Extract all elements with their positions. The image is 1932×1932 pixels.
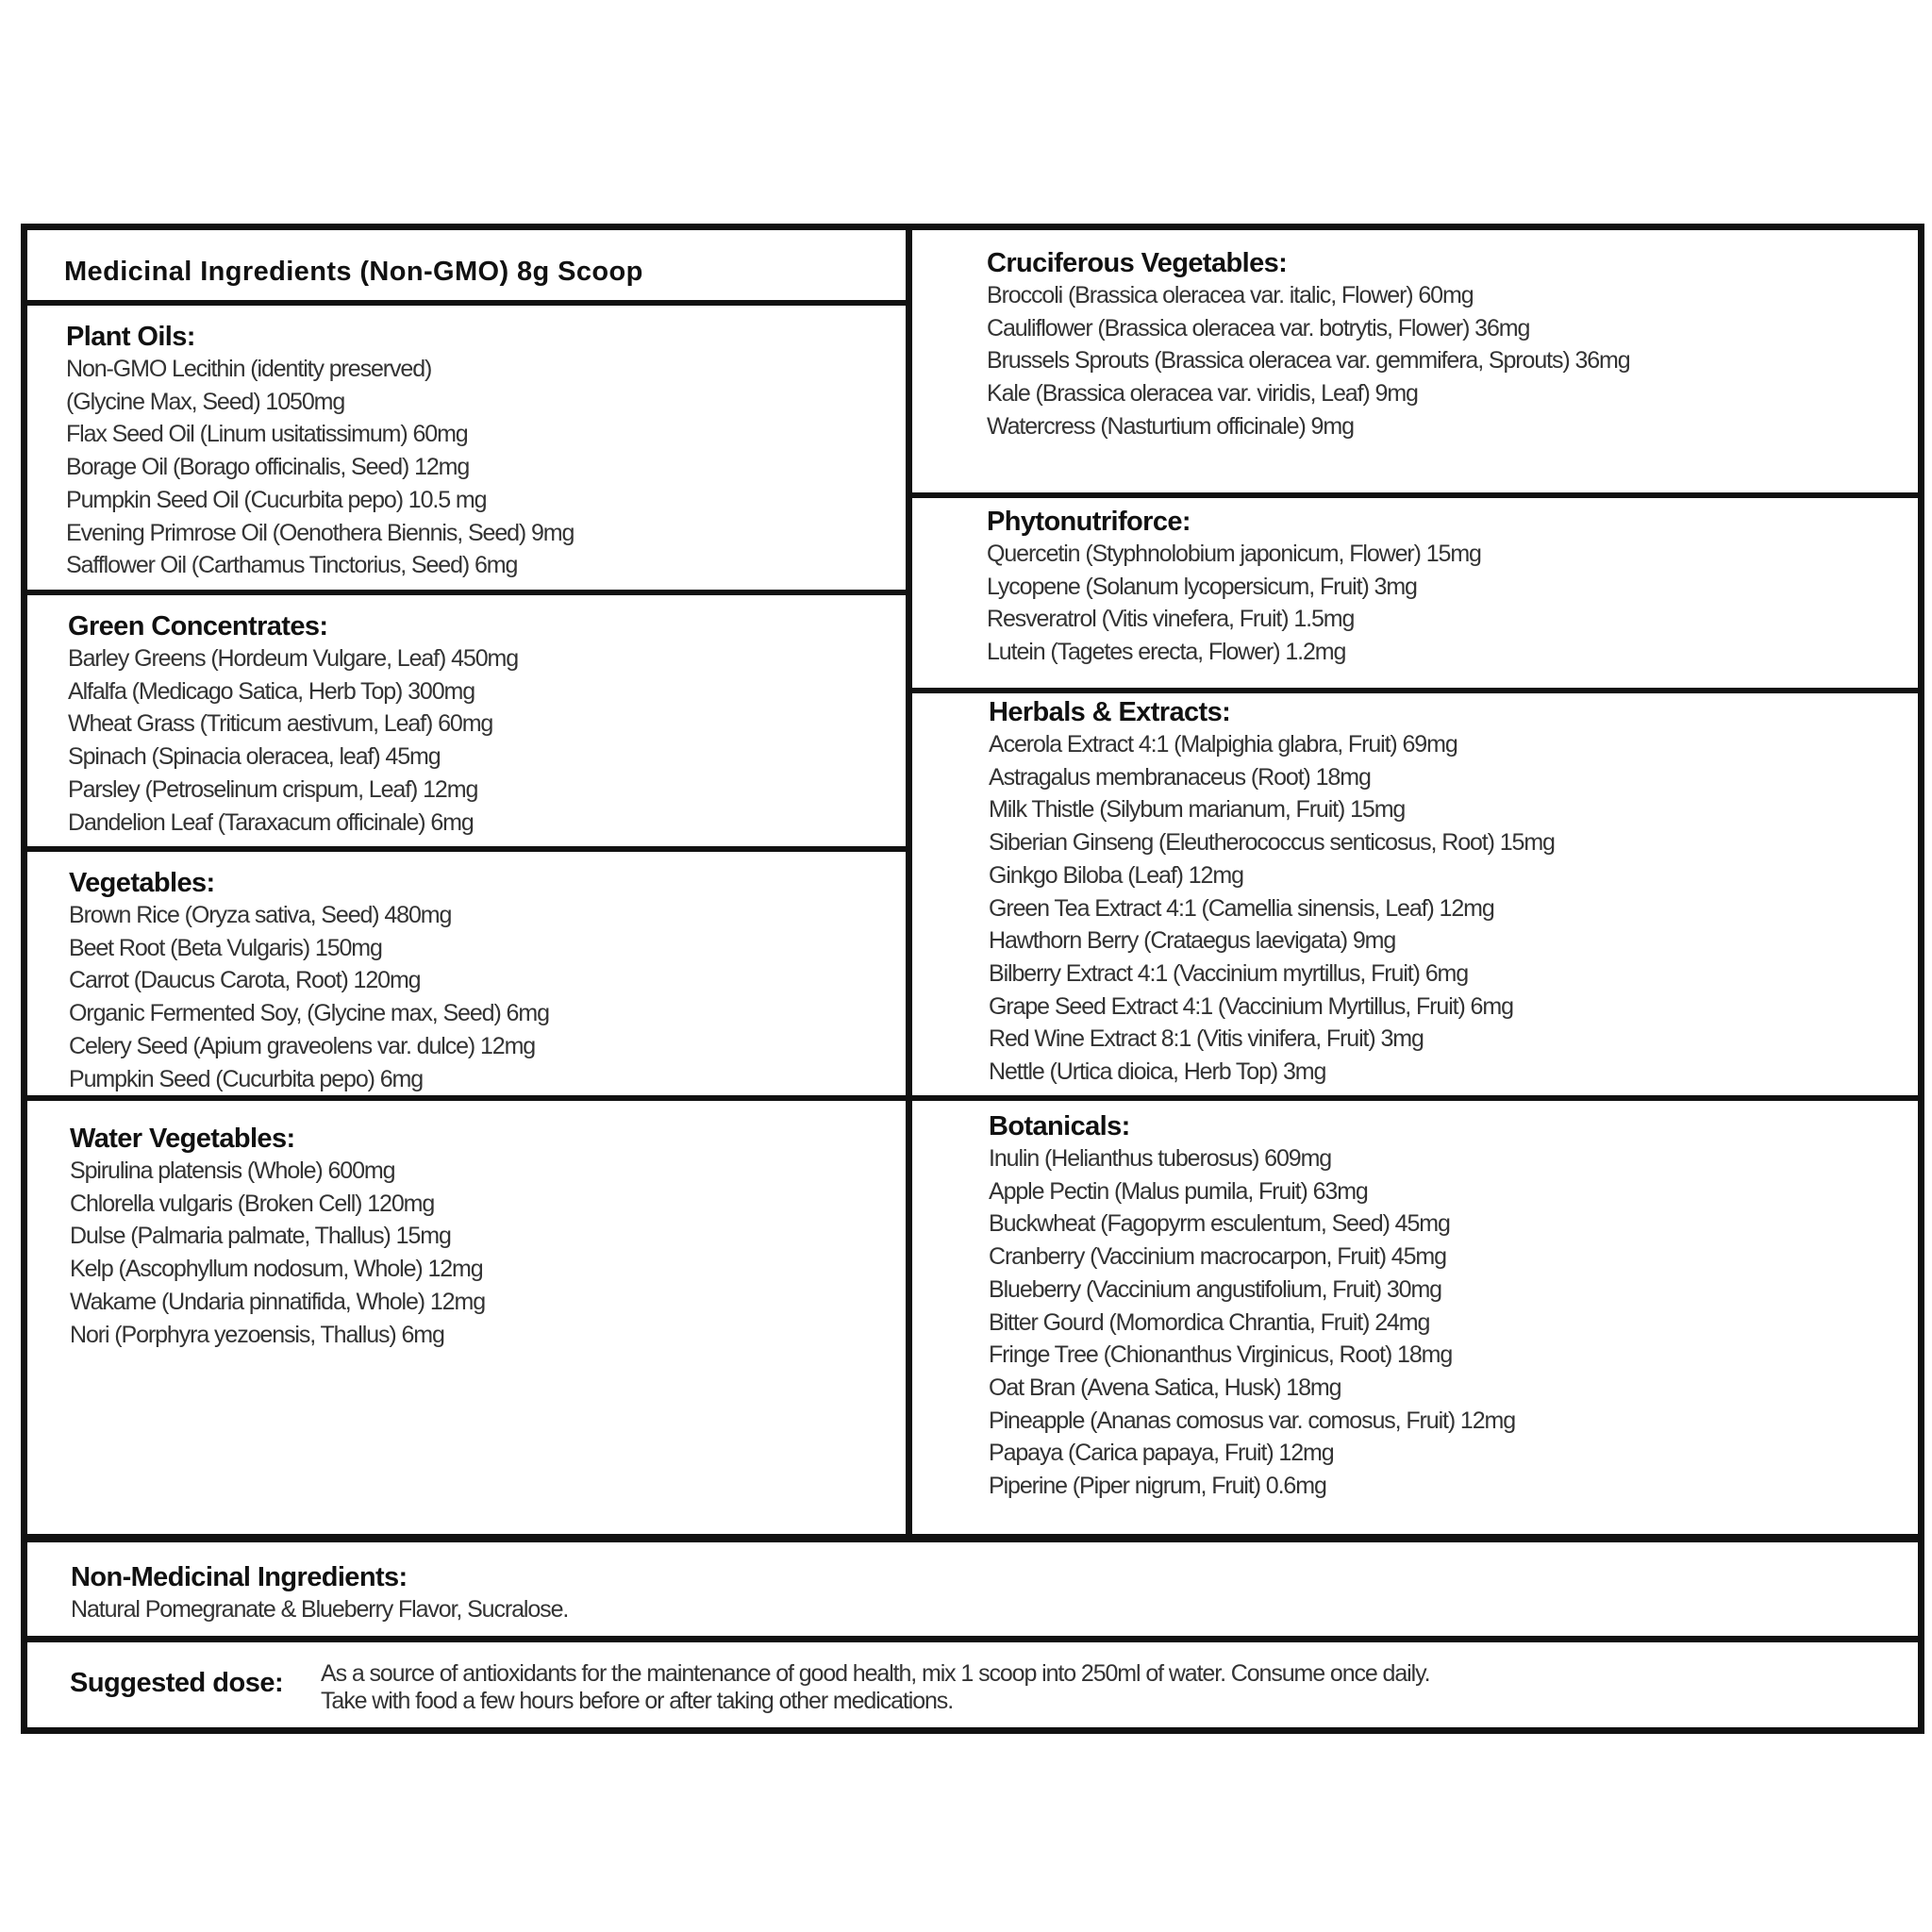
ingredient-item: Organic Fermented Soy, (Glycine max, Seed) 6mg <box>69 1000 549 1027</box>
section-cruciferous-vegetables <box>987 247 1630 443</box>
ingredient-item: Fringe Tree (Chionanthus Virginicus, Root) 18mg <box>989 1341 1453 1369</box>
ingredient-item: Flax Seed Oil (Linum usitatissimum) 60mg <box>66 421 468 448</box>
ingredient-item: Hawthorn Berry (Crataegus laevigata) 9mg <box>989 927 1396 955</box>
ingredient-item: Beet Root (Beta Vulgaris) 150mg <box>69 934 382 961</box>
ingredient-item: Broccoli (Brassica oleracea var. italic, Flower) 60mg <box>987 282 1474 308</box>
section-phytonutriforce <box>987 506 1481 669</box>
ingredient-item: Green Tea Extract 4:1 (Camellia sinensis, Leaf) 12mg <box>989 894 1494 922</box>
section-title: Phytonutriforce: <box>987 507 1191 537</box>
ingredient-item: Spinach (Spinacia oleracea, leaf) 45mg <box>68 743 441 771</box>
section-title: Herbals & Extracts: <box>989 697 1231 727</box>
ingredient-item: Carrot (Daucus Carota, Root) 120mg <box>69 967 421 994</box>
left-divider-3 <box>27 1095 909 1101</box>
ingredient-item: Brussels Sprouts (Brassica oleracea var. gemmifera, Sprouts) 36mg <box>987 347 1630 375</box>
section-non-medicinal <box>71 1561 568 1626</box>
ingredient-item: Pineapple (Ananas comosus var. comosus, Fruit) 12mg <box>989 1407 1516 1434</box>
left-divider-2 <box>27 846 909 852</box>
ingredient-item: Milk Thistle (Silybum marianum, Fruit) 15mg <box>989 796 1406 824</box>
section-vegetables <box>69 867 549 1095</box>
ingredient-item: Papaya (Carica papaya, Fruit) 12mg <box>989 1440 1334 1467</box>
ingredient-item: Non-GMO Lecithin (identity preserved) <box>66 356 432 382</box>
section-title: Plant Oils: <box>66 322 195 352</box>
section-title: Vegetables: <box>69 868 215 898</box>
ingredient-item: Red Wine Extract 8:1 (Vitis vinifera, Fruit) 3mg <box>989 1025 1424 1053</box>
section-plant-oils <box>66 321 574 582</box>
header-divider <box>27 300 909 306</box>
ingredient-item: Wheat Grass (Triticum aestivum, Leaf) 60mg <box>68 710 493 738</box>
ingredient-item: Safflower Oil (Carthamus Tinctorius, Seed) 6mg <box>66 552 518 579</box>
ingredient-item: Dandelion Leaf (Taraxacum officinale) 6mg <box>68 808 474 836</box>
ingredient-item: Wakame (Undaria pinnatifida, Whole) 12mg <box>70 1288 486 1315</box>
ingredient-item: Buckwheat (Fagopyrm esculentum, Seed) 45mg <box>989 1210 1450 1238</box>
ingredient-item: Celery Seed (Apium graveolens var. dulce) 12mg <box>69 1032 536 1059</box>
section-title: Water Vegetables: <box>70 1124 295 1154</box>
right-divider-2 <box>909 688 1922 693</box>
left-divider-1 <box>27 590 909 595</box>
ingredient-item: Acerola Extract 4:1 (Malpighia glabra, Fruit) 69mg <box>989 731 1457 758</box>
non-medicinal-divider <box>27 1636 1922 1642</box>
section-title: Botanicals: <box>989 1111 1130 1141</box>
ingredient-item: Lutein (Tagetes erecta, Flower) 1.2mg <box>987 639 1346 666</box>
section-botanicals <box>989 1110 1515 1503</box>
section-title: Non-Medicinal Ingredients: <box>71 1562 408 1592</box>
section-green-concentrates <box>68 610 518 839</box>
ingredient-item: Cauliflower (Brassica oleracea var. botrytis, Flower) 36mg <box>987 314 1530 341</box>
non-medicinal-text: Natural Pomegranate & Blueberry Flavor, Sucralose. <box>71 1596 569 1623</box>
ingredient-item: Dulse (Palmaria palmate, Thallus) 15mg <box>70 1223 451 1250</box>
ingredient-item: Kelp (Ascophyllum nodosum, Whole) 12mg <box>70 1256 483 1283</box>
ingredient-item: Nettle (Urtica dioica, Herb Top) 3mg <box>989 1058 1326 1086</box>
ingredient-item: Nori (Porphyra yezoensis, Thallus) 6mg <box>70 1321 444 1348</box>
dose-line: Take with food a few hours before or after taking other medications. <box>321 1688 954 1714</box>
ingredient-item: Lycopene (Solanum lycopersicum, Fruit) 3mg <box>987 573 1417 600</box>
section-title: Green Concentrates: <box>68 611 328 641</box>
ingredient-item: Inulin (Helianthus tuberosus) 609mg <box>989 1145 1332 1172</box>
ingredient-item: Alfalfa (Medicago Satica, Herb Top) 300mg <box>68 677 475 705</box>
right-divider-3 <box>909 1095 1922 1101</box>
ingredient-item: Spirulina platensis (Whole) 600mg <box>70 1158 395 1184</box>
right-divider-1 <box>909 492 1922 498</box>
ingredient-item: Resveratrol (Vitis vinefera, Fruit) 1.5mg <box>987 606 1355 633</box>
ingredient-item: Pumpkin Seed Oil (Cucurbita pepo) 10.5 mg <box>66 486 487 513</box>
section-water-vegetables <box>70 1123 485 1351</box>
ingredient-item: Pumpkin Seed (Cucurbita pepo) 6mg <box>69 1065 424 1092</box>
ingredient-item: Bitter Gourd (Momordica Chrantia, Fruit) 24mg <box>989 1308 1430 1336</box>
ingredient-item: Siberian Ginseng (Eleutherococcus senticosus, Root) 15mg <box>989 829 1555 857</box>
column-divider <box>906 226 912 1540</box>
ingredient-item: Kale (Brassica oleracea var. viridis, Leaf) 9mg <box>987 380 1418 408</box>
ingredient-item: Oat Bran (Avena Satica, Husk) 18mg <box>989 1374 1341 1401</box>
medicinal-ingredients-title: Medicinal Ingredients (Non-GMO) 8g Scoop <box>64 257 643 287</box>
ingredient-item: Ginkgo Biloba (Leaf) 12mg <box>989 861 1243 889</box>
suggested-dose-text <box>321 1660 1429 1715</box>
ingredient-item: Cranberry (Vaccinium macrocarpon, Fruit) 45mg <box>989 1243 1446 1271</box>
ingredient-item: Barley Greens (Hordeum Vulgare, Leaf) 450mg <box>68 645 519 672</box>
ingredient-item: Chlorella vulgaris (Broken Cell) 120mg <box>70 1190 435 1217</box>
ingredient-item: Parsley (Petroselinum crispum, Leaf) 12mg <box>68 775 478 803</box>
ingredient-item: Quercetin (Styphnolobium japonicum, Flower) 15mg <box>987 541 1481 567</box>
ingredient-item: Evening Primrose Oil (Oenothera Biennis, Seed) 9mg <box>66 519 575 546</box>
ingredient-item: Watercress (Nasturtium officinale) 9mg <box>987 412 1354 440</box>
ingredient-item: (Glycine Max, Seed) 1050mg <box>66 388 345 415</box>
suggested-dose-label: Suggested dose: <box>70 1668 284 1698</box>
section-herbals-extracts <box>989 696 1555 1089</box>
dose-line: As a source of antioxidants for the maintenance of good health, mix 1 scoop into 250ml of water. Consume once daily. <box>321 1660 1430 1687</box>
ingredient-item: Grape Seed Extract 4:1 (Vaccinium Myrtillus, Fruit) 6mg <box>989 992 1513 1020</box>
ingredient-item: Brown Rice (Oryza sativa, Seed) 480mg <box>69 902 452 928</box>
ingredient-item: Astragalus membranaceus (Root) 18mg <box>989 763 1371 791</box>
ingredient-item: Blueberry (Vaccinium angustifolium, Fruit) 30mg <box>989 1275 1441 1303</box>
medicinal-bottom-divider <box>27 1534 1922 1542</box>
ingredient-item: Bilberry Extract 4:1 (Vaccinium myrtillus, Fruit) 6mg <box>989 959 1469 987</box>
ingredient-item: Piperine (Piper nigrum, Fruit) 0.6mg <box>989 1473 1326 1500</box>
section-title: Cruciferous Vegetables: <box>987 248 1288 278</box>
ingredient-item: Borage Oil (Borago officinalis, Seed) 12mg <box>66 454 470 481</box>
ingredient-item: Apple Pectin (Malus pumila, Fruit) 63mg <box>989 1177 1368 1205</box>
